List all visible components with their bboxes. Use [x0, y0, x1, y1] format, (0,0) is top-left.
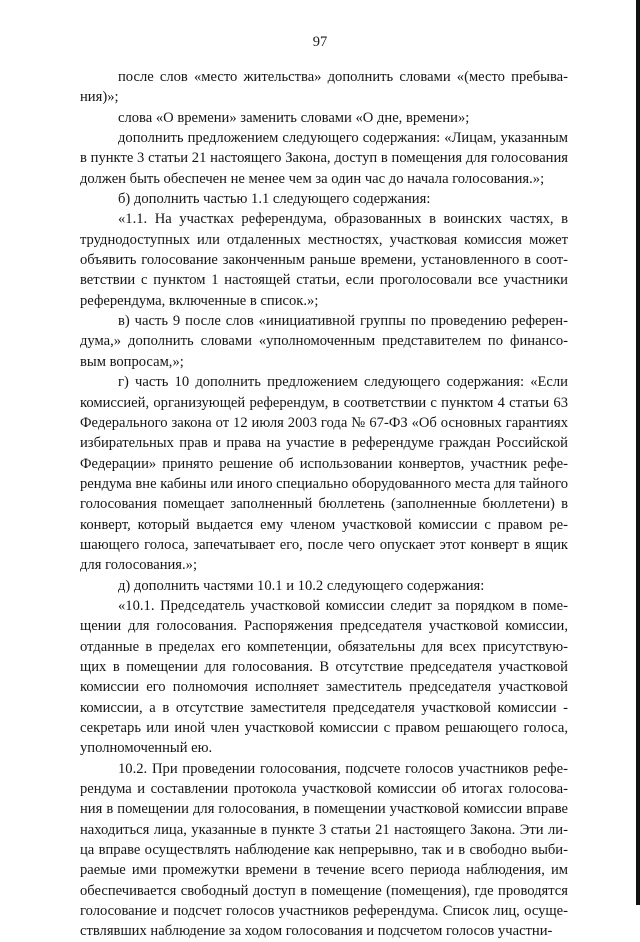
- paragraph-1-1-text: «1.1. На участках референдума, образованных в воинских частях, в труднодоступных или отдаленных местностях, участковая комиссия может объявить голосование законченным раньше времени, установленного в соответствии с пунктом 1 настоящей статьи, если проголосовали все участники референдума, включенные в список.»;: [80, 211, 568, 309]
- paragraph-g-part-10: г) часть 10 дополнить предложением следующего содержания: «Если комиссией, организующей референдум, в соответствии с пунктом 4 статьи 63 Федерального закона от 12 июля 2003 года № 67-ФЗ «Об основных гарантиях избирательных прав и права на участие в референдуме граждан Российской Федерации» принято решение об использовании конвертов, участник референдума вне кабины или иного специально оборудованного места для тайного голосования помещает заполненный бюллетень (заполненные бюллетени) в конверт, который выдается ему членом участковой комиссии с правом решающего голоса, запечатывает его, после чего опускает этот конверт в ящик для голосования.»;: [80, 374, 568, 574]
- paragraph-day-time: слова «О времени» заменить словами «О дне, времени»;: [118, 109, 470, 126]
- paragraph-10-1-text: «10.1. Председатель участковой комиссии следит за порядком в помещении для голосования. Распоряжения председателя участковой комиссии, отданные в пределах его компетенции, обязательны для всех присутствующих в помещении для голосования. В отсутствие председателя участковой комиссии его полномочия исполняет заместитель председателя участковой комиссии, а в отсутствие заместителя председателя участковой комиссии - секретарь или иной член участковой комиссии с правом решающего голоса, уполномоченный ею.: [80, 597, 568, 757]
- document-body: [80, 67, 568, 942]
- paragraph-d-parts-10-1-10-2: д) дополнить частями 10.1 и 10.2 следующего содержания:: [118, 577, 485, 594]
- scan-edge-border: [636, 0, 640, 905]
- paragraph-10-2-text: 10.2. При проведении голосования, подсчете голосов участников референдума и составлении протокола участковой комиссии об итогах голосования в помещении для голосования, в помещении участковой комиссии вправе находиться лица, указанные в пункте 3 статьи 21 настоящего Закона. Эти лица вправе осуществлять наблюдение как непрерывно, так и в свободно выбираемые ими промежутки времени в течение всего периода наблюдения, им обеспечивается свободный доступ в помещение (помещения), где проводятся голосование и подсчет голосов участников референдума. Список лиц, осуществлявших наблюдение за ходом голосования и подсчетом голосов участни-: [80, 760, 568, 940]
- paragraph-b-part-1-1: б) дополнить частью 1.1 следующего содержания:: [118, 191, 431, 208]
- page-number: 97: [312, 34, 328, 50]
- paragraph-access-premises: дополнить предложением следующего содержания: «Лицам, указанным в пункте 3 статьи 21 настоящего Закона, доступ в помещения для голосования должен быть обеспечен не менее чем за один час до начала голосования.»;: [80, 130, 568, 187]
- paragraph-v-part-9: в) часть 9 после слов «инициативной группы по проведению референдума,» дополнить словами «уполномоченным представителем по финансовым вопросам,»;: [80, 313, 568, 370]
- paragraph-place-of-stay: после слов «место жительства» дополнить словами «(место пребывания)»;: [80, 69, 568, 106]
